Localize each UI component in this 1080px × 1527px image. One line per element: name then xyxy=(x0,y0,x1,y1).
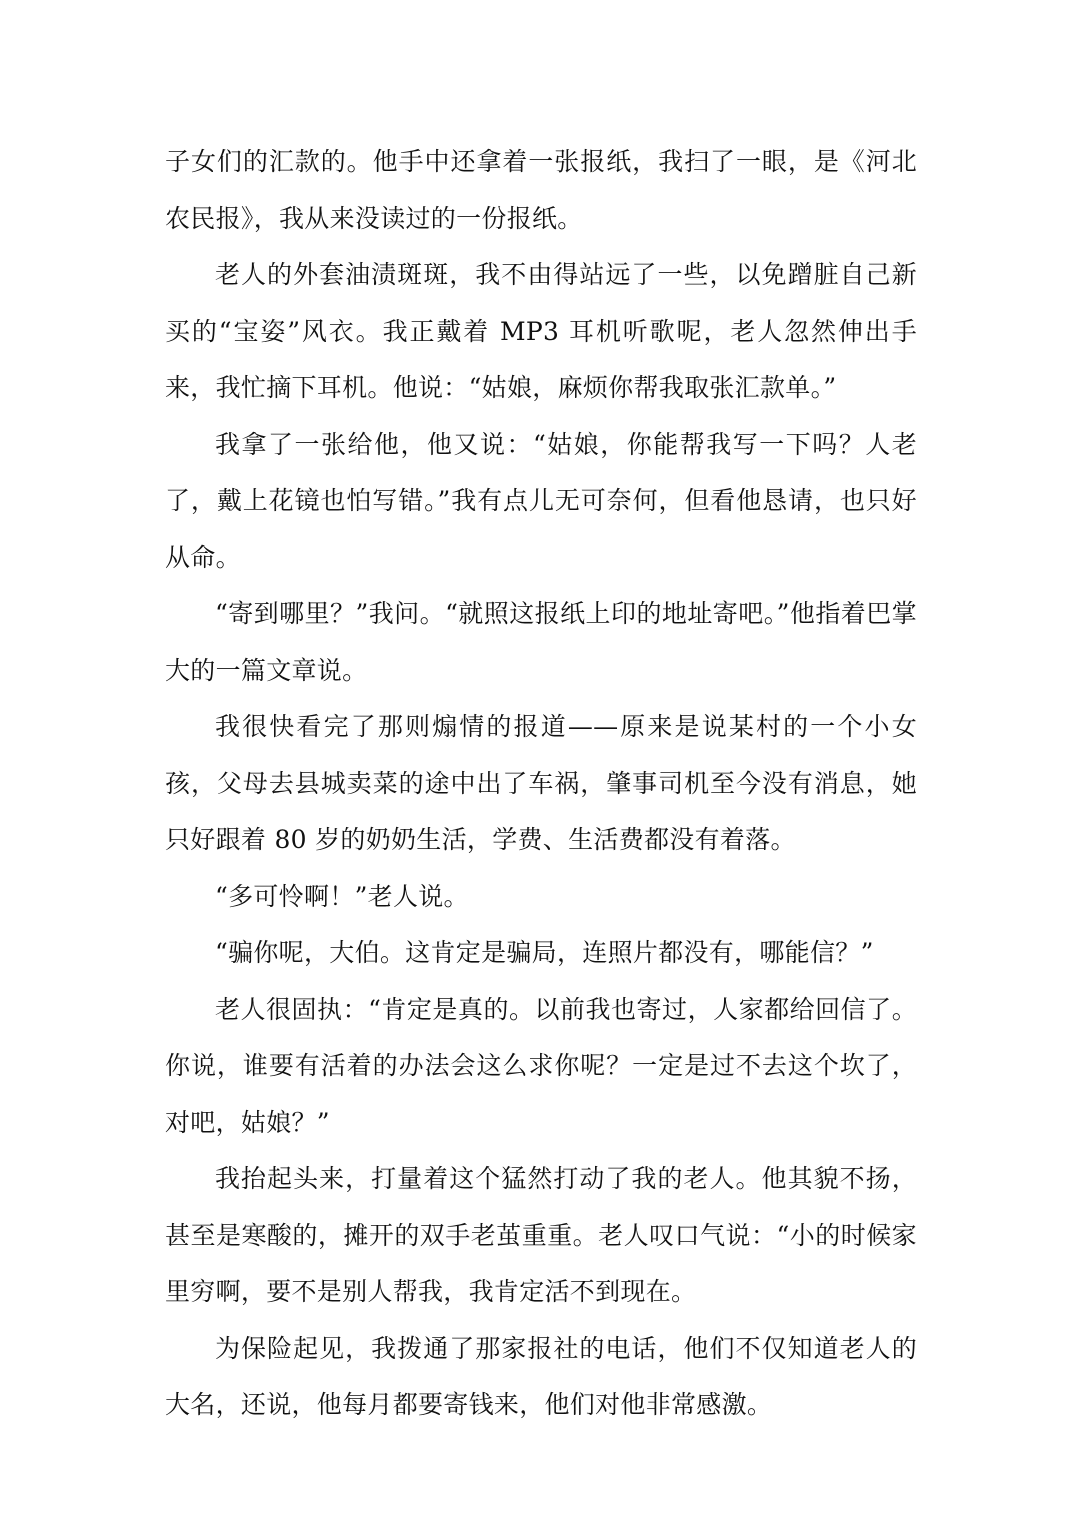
paragraph-6: “多可怜啊！”老人说。 xyxy=(215,881,469,911)
paragraph-1: 子女们的汇款的。他手中还拿着一张报纸，我扫了一眼，是《河北农民报》，我从来没读过的一份报纸。 xyxy=(165,147,917,233)
story-text xyxy=(165,134,917,1434)
paragraph-8: 老人很固执：“肯定是真的。以前我也寄过，人家都给回信了。你说，谁要有活着的办法会这么求你呢？一定是过不去这个坎了，对吧，姑娘？” xyxy=(165,994,917,1137)
paragraph-5: 我很快看完了那则煽情的报道——原来是说某村的一个小女孩，父母去县城卖菜的途中出了车祸，肇事司机至今没有消息，她只好跟着 80 岁的奶奶生活，学费、生活费都没有着落。 xyxy=(165,712,917,854)
paragraph-2: 老人的外套油渍斑斑，我不由得站远了一些，以免蹭脏自己新买的“宝姿”风衣。我正戴着 MP3 耳机听歌呢，老人忽然伸出手来，我忙摘下耳机。他说：“姑娘，麻烦你帮我取张汇款单。” xyxy=(165,260,917,402)
paragraph-3: 我拿了一张给他，他又说：“姑娘，你能帮我写一下吗？人老了，戴上花镜也怕写错。”我有点儿无可奈何，但看他恳请，也只好从命。 xyxy=(165,429,917,572)
paragraph-10: 为保险起见，我拨通了那家报社的电话，他们不仅知道老人的大名，还说，他每月都要寄钱来，他们对他非常感激。 xyxy=(165,1333,917,1419)
paragraph-9: 我抬起头来，打量着这个猛然打动了我的老人。他其貌不扬，甚至是寒酸的，摊开的双手老茧重重。老人叹口气说：“小的时候家里穷啊，要不是别人帮我，我肯定活不到现在。 xyxy=(165,1164,917,1306)
paragraph-7: “骗你呢，大伯。这肯定是骗局，连照片都没有，哪能信？” xyxy=(215,938,874,967)
paragraph-4: “寄到哪里？”我问。“就照这报纸上印的地址寄吧。”他指着巴掌大的一篇文章说。 xyxy=(165,599,917,685)
